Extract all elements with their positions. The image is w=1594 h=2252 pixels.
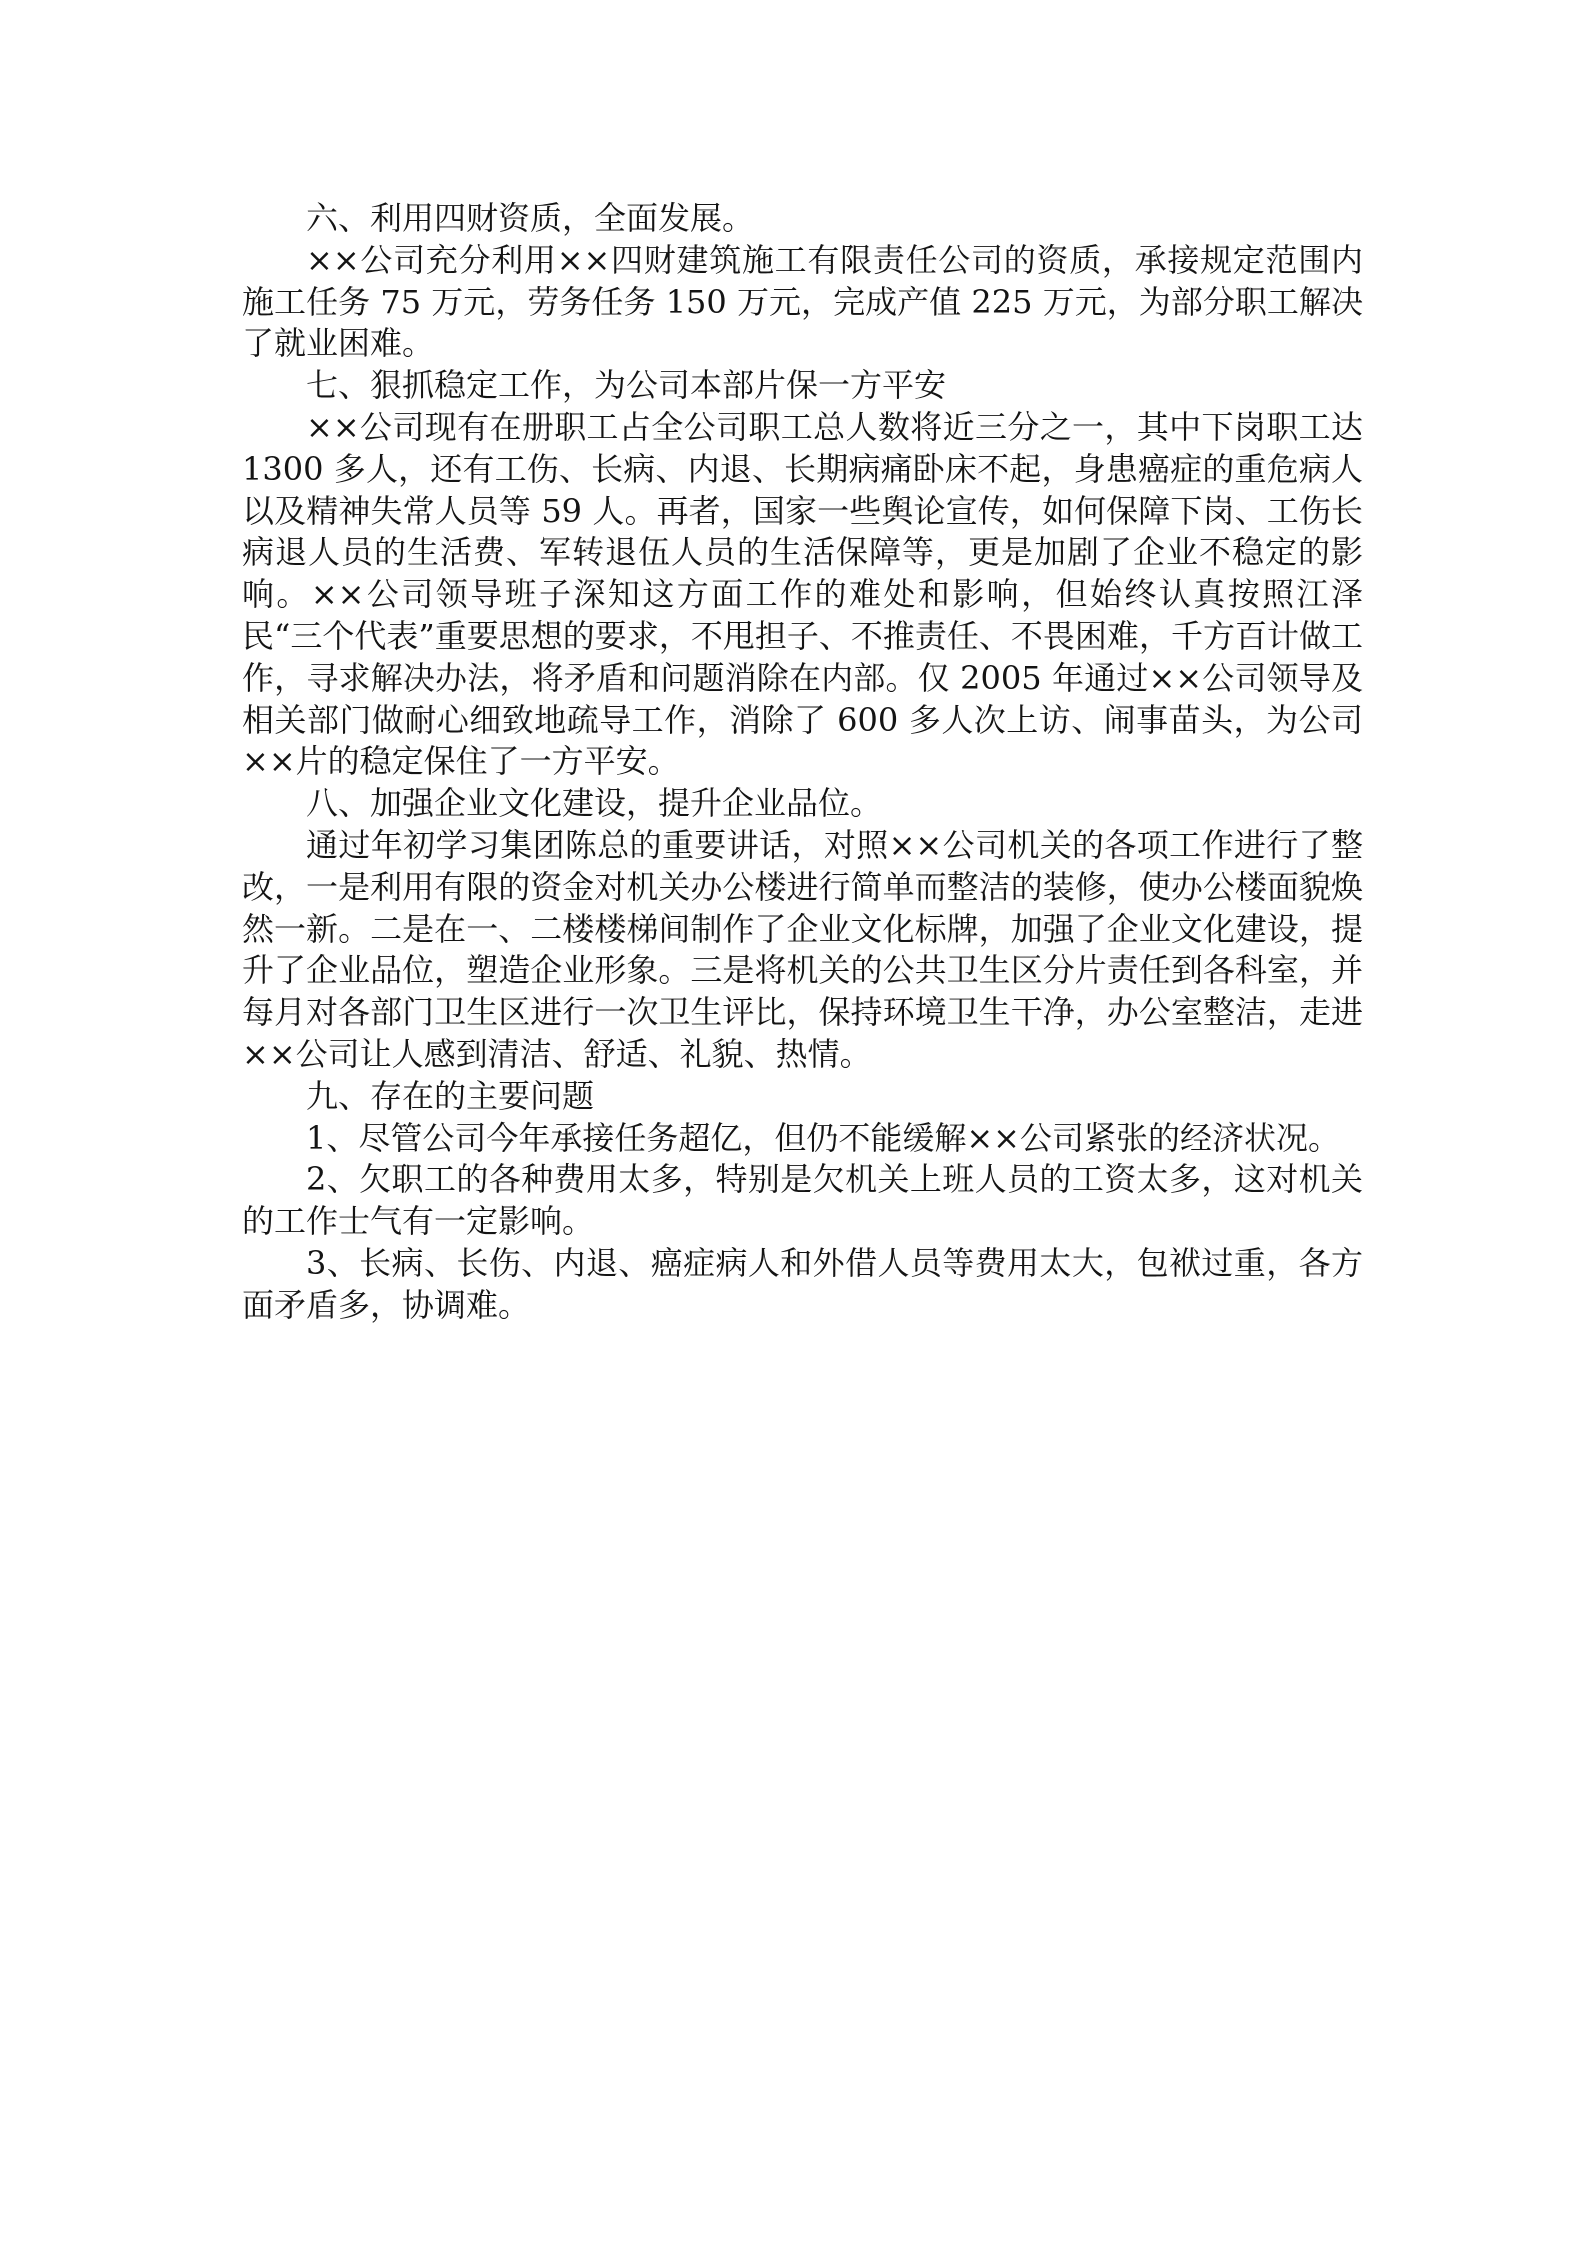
problem-item-2: 2、欠职工的各种费用太多，特别是欠机关上班人员的工资太多，这对机关的工作士气有一定影响。 <box>242 1160 1363 1241</box>
section-heading-eight: 八、加强企业文化建设，提升企业品位。 <box>306 784 883 823</box>
problem-item-1: 1、尽管公司今年承接任务超亿，但仍不能缓解××公司紧张的经济状况。 <box>306 1118 1340 1157</box>
paragraph-stability: ××公司现有在册职工占全公司职工总人数将近三分之一，其中下岗职工达 1300 多人，还有工伤、长病、内退、长期病痛卧床不起，身患癌症的重危病人以及精神失常人员等 59 人。再者，国家一些舆论宣传，如何保障下岗、工伤长病退人员的生活费、军转退伍人员的生活保障等，更是加剧了企业不稳定的影响。××公司领导班子深知这方面工作的难处和影响，但始终认真按照江泽民“三个代表”重要思想的要求，不甩担子、不推责任、不畏困难，千方百计做工作，寻求解决办法，将矛盾和问题消除在内部。仅 2005 年通过××公司领导及相关部门做耐心细致地疏导工作，消除了 600 多人次上访、闹事苗头，为公司××片的稳定保住了一方平安。 <box>242 407 1363 781</box>
section-heading-nine: 九、存在的主要问题 <box>306 1076 595 1115</box>
paragraph-corporate-culture: 通过年初学习集团陈总的重要讲话，对照××公司机关的各项工作进行了整改，一是利用有限的资金对机关办公楼进行简单而整洁的装修，使办公楼面貌焕然一新。二是在一、二楼楼梯间制作了企业文化标牌，加强了企业文化建设，提升了企业品位，塑造企业形象。三是将机关的公共卫生区分片责任到各科室，并每月对各部门卫生区进行一次卫生评比，保持环境卫生干净，办公室整洁，走进××公司让人感到清洁、舒适、礼貌、热情。 <box>242 825 1363 1073</box>
section-heading-seven: 七、狠抓稳定工作，为公司本部片保一方平安 <box>306 366 947 405</box>
paragraph-qualification: ××公司充分利用××四财建筑施工有限责任公司的资质，承接规定范围内施工任务 75 万元，劳务任务 150 万元，完成产值 225 万元，为部分职工解决了就业困难。 <box>242 240 1363 363</box>
problem-item-3: 3、长病、长伤、内退、癌症病人和外借人员等费用太大，包袱过重，各方面矛盾多，协调难。 <box>242 1243 1363 1324</box>
document-page <box>242 198 1363 1327</box>
section-heading-six: 六、利用四财资质，全面发展。 <box>306 199 755 237</box>
